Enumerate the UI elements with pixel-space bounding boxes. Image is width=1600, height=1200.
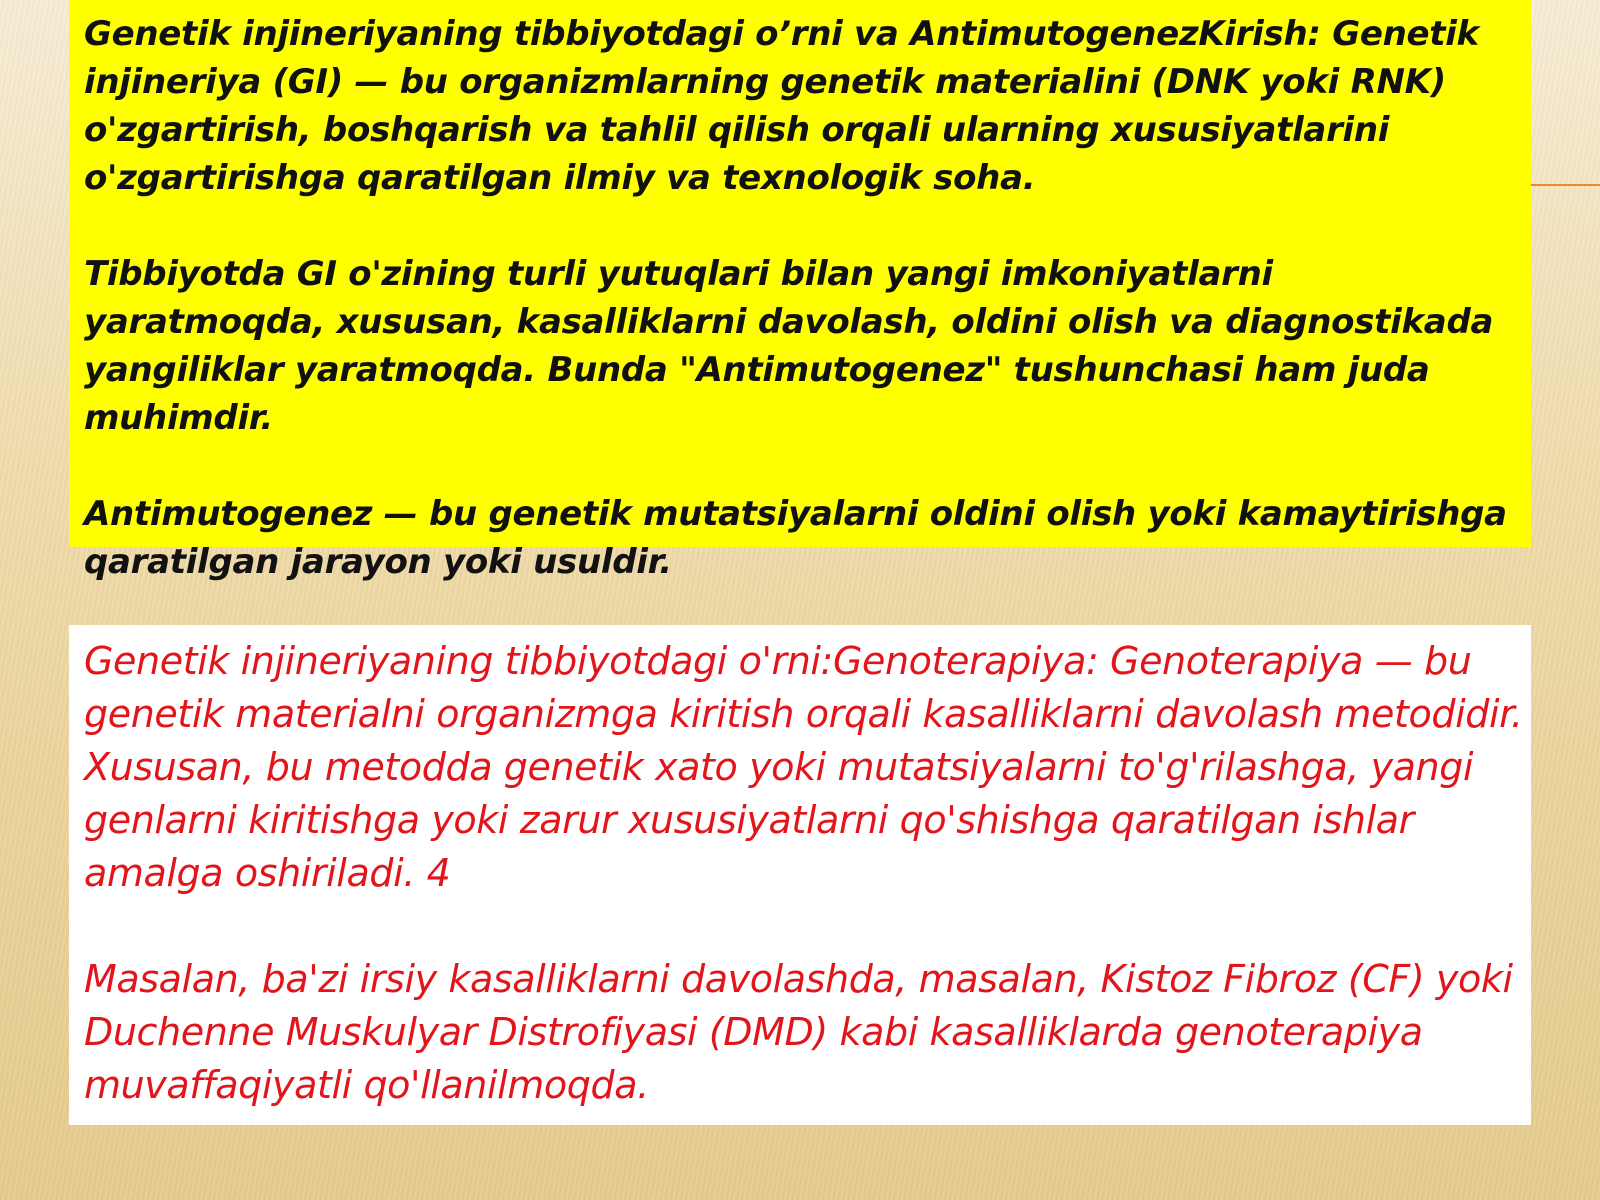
- detail-paragraph: Genetik injineriyaning tibbiyotdagi o'rni:Genoterapiya: Genoterapiya — bu genetik materialni organizmga kiritish orqali kasalliklarni davolash metodidir. Xususan, bu metodda genetik xato yoki mutatsiyalarni to'g'rilashga, yangi genlarni kiritishga yoki zarur xususiyatlarni qo'shishga qaratilgan ishlar amalga oshiriladi. 4: [84, 639, 1523, 895]
- intro-paragraph: Genetik injineriyaning tibbiyotdagi o’rni va AntimutogenezKirish: Genetik injineriya (GI) — bu organizmlarning genetik materialini (DNK yoki RNK) o'zgartirish, boshqarish va tahlil qilish orqali ularning xususiyatlarini o'zgartirishga qaratilgan ilmiy va texnologik soha.: [84, 14, 1479, 198]
- detail-text-block: [84, 635, 1524, 1165]
- intro-paragraph: Antimutogenez — bu genetik mutatsiyalarni oldini olish yoki kamaytirishga qaratilgan jarayon yoki usuldir.: [84, 494, 1507, 582]
- detail-paragraph: Masalan, ba'zi irsiy kasalliklarni davolashda, masalan, Kistoz Fibroz (CF) yoki Duchenne Muskulyar Distrofiyasi (DMD) kabi kasalliklarda genoterapiya muvaffaqiyatli qo'llanilmoqda.: [84, 957, 1513, 1107]
- intro-paragraph: Tibbiyotda GI o'zining turli yutuqlari bilan yangi imkoniyatlarni yaratmoqda, xususan, kasalliklarni davolash, oldini olish va diagnostikada yangiliklar yaratmoqda. Bunda "Antimutogenez" tushunchasi ham juda muhimdir.: [84, 254, 1494, 438]
- intro-text-block: [84, 10, 1524, 634]
